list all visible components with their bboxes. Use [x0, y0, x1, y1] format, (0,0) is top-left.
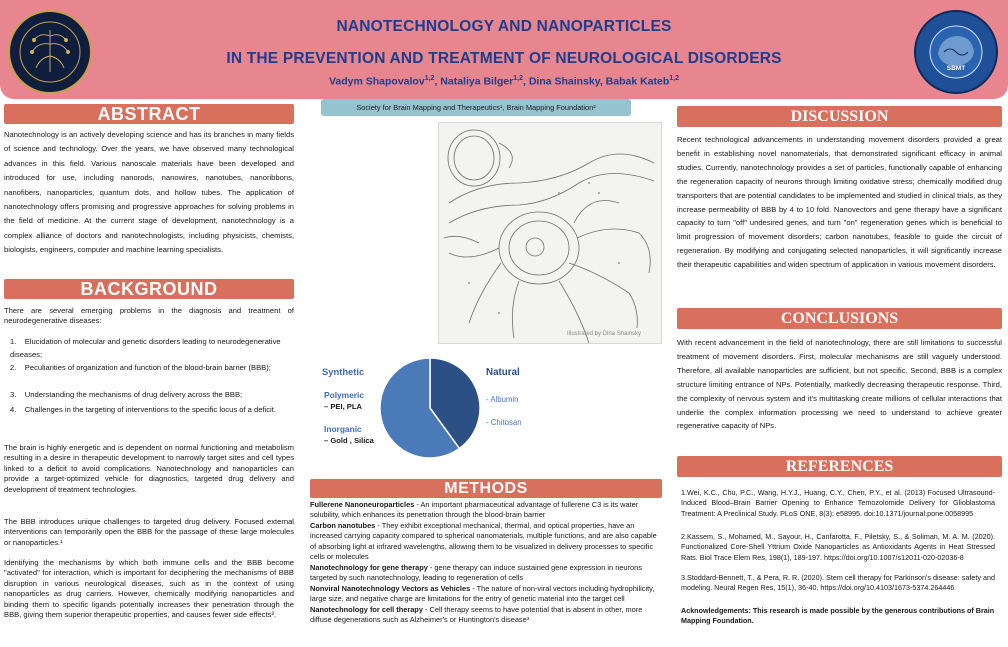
author-name: Babak Kateb [605, 75, 670, 88]
inorganic-items: – Gold , Silica [324, 436, 374, 445]
background-paragraph-2: The BBB introduces unique challenges to targeted drug delivery. Focused external interventions can temporarily open the BBB for the passage of these large molecules or nanoparticles.¹ [4, 517, 294, 547]
reference-item: 2.Kassem, S., Mohamed, M., Sayour, H., Canfarotta, F., Piletsky, S., & Soliman, M. A. M. (2020). Functionalized Core-Shell Yttrium Oxide Nanoparticles as Antioxidants Agents in Heat Stressed Rats. Biol Trace Elem Res, 198(1), 189-197. https://doi.org/10.1007/s12011-020-02036-8 [681, 532, 995, 562]
author-affiliation: 1,2 [424, 75, 435, 82]
background-list-item: 1. Elucidation of molecular and genetic disorders leading to neurodegenerative diseases; [10, 337, 281, 359]
methods-item: Carbon nanotubes - They exhibit exceptional mechanical, thermal, and optical properties, have an increased carrying capacity compared to spherical nanomaterials, multiple functions, and are also capable of absorbing light at infrared wavelengths, allowing them to be visualized in delivery processes to specific cells or molecules [310, 521, 657, 561]
methods-item: Nanotechnology for gene therapy - gene therapy can induce sustained gene expression in neurons targeted by such nanotechnology, leading to regeneration of cells [310, 562, 642, 583]
discussion-heading: DISCUSSION [677, 106, 1002, 127]
abstract-heading: ABSTRACT [4, 104, 294, 124]
polymeric-label: Polymeric [324, 390, 365, 400]
inorganic-label: Inorganic [324, 424, 362, 434]
methods-heading: METHODS [310, 479, 662, 498]
sbmt-abbr: SBMT [946, 65, 966, 72]
society-affiliation-banner: Society for Brain Mapping and Therapeutics¹, Brain Mapping Foundation² [321, 99, 631, 116]
poster-title-line2: IN THE PREVENTION AND TREATMENT OF NEUROLOGICAL DISORDERS [226, 50, 782, 67]
author-name: Vadym Shapovalov [328, 75, 425, 88]
methods-item: Nanotechnology for cell therapy - Cell therapy seems to have potential that is absent in other, more diffuse degenerations such as Alzheimer's or Huntington's disease³ [310, 604, 643, 625]
natural-item-albumin: - Albumin [486, 395, 519, 404]
conclusions-heading: CONCLUSIONS [677, 308, 1002, 329]
illustration-credit: Illustrated by Dina Shainsky [567, 331, 642, 337]
natural-item-chitosan: - Chitosan [486, 418, 522, 427]
background-list-item: 2. Peculiarities of organization and function of the blood-brain barrier (BBB); [10, 363, 271, 372]
abstract-text: Nanotechnology is an actively developing science and has its branches in many fields of science and technology. Over the years, we have observed many technological advances in this field. Various nanoscale materials have been developed and introduced for use, including nanorods, nanowires, nanotubes, nanoribbons, nanofibers, nanoparticles, quantum dots, and hollow tubes. The application of nanotechnology offers promising and progressive approaches for solving problems in the field of medicine. At the current stage of development, nanotechnology is a complex alliance of doctors and nanotechnologists, including physicists, chemists, biologists, engineers, computer and machine learning specialists. [4, 130, 294, 255]
methods-item: Fullerene Nanoneuroparticles - An important pharmaceutical advantage of fullerene C3 is its water solubility, which enhances its penetration through the blood-brain barrier [310, 500, 639, 520]
synthetic-heading: Synthetic [322, 366, 365, 377]
background-intro: There are several emerging problems in the diagnosis and treatment of neurodegenerative diseases: [4, 306, 294, 326]
background-paragraph-3: Identifying the mechanisms by which both immune cells and the BBB become "activated" for interaction, which is important for deciphering the mechanisms of BBB disruption in various neurological diseases, such as in the context of using nanoparticles as drug carriers. However, chemically modifying nanoparticles and binding them to specific ligands potentially increases their penetration through the BBB, giving them superior therapeutic properties, and causes fewer side effects². [4, 558, 294, 620]
references-heading: REFERENCES [677, 456, 1002, 477]
natural-heading: Natural [486, 367, 520, 378]
background-list-item: 3. Understanding the mechanisms of drug delivery across the BBB; [10, 390, 243, 399]
conclusions-text: With recent advancement in the field of nanotechnology, there are still limitations to successful treatment of movement disorders. First, molecular mechanisms are still vaguely understood. Therefore, all available nanoparticles are sufficient, but not specific. Second, BBB is a complex structure limiting entrance of NPs. Potentially, markedly decreasing therapeutic response. Third, the complexity of nervous system and it's multitasking create millions of cellular interactions that underlie the complex information processing we need to understand to achieve greater regenerative capacity of NPs. [677, 338, 1002, 431]
author-affiliation: 1,2 [513, 75, 523, 82]
np-type-pie-chart [378, 356, 482, 460]
reference-item: 1.Wei, K.C., Chu, P.C., Wang, H.Y.J., Huang, C.Y., Chen, P.Y., et al. (2013) Focused Ultrasound-Induced Blood–Brain Barrier Opening to Enhance Temozolomide Delivery for Glioblastoma Treatment: A Preclinical Study. PLoS ONE, 8(3): e58995. doi:10.1371/journal.pone.0058995 [681, 488, 995, 518]
background-paragraph-1: The brain is highly energetic and is dependent on normal functioning and metabolism resulting in a desire in therapeutic development to narrowly target sites and cell types linked to a deficit to avoid complications. Nanotechnology and nanoparticles can provide a target-optimized vehicle for diagnostics, targeted drug delivery and development of treatment technologies. [4, 443, 294, 494]
author-affiliation: 1,2 [669, 75, 679, 82]
author-name: Nataliya Bilger [440, 75, 514, 88]
background-list-item: 4. Challenges in the targeting of interventions to the specific locus of a deficit. [10, 405, 276, 414]
blood-brain-barrier-illustration [438, 122, 662, 344]
authors-line: Vadym Shapovalov$^{1,2}$, Nataliya Bilger$^{1,2}$, Dina Shainsky, Babak Kateb$^{1,2}$ [328, 75, 679, 88]
discussion-text: Recent technological advancements in understanding movement disorders provided a great benefit in establishing novel nanomaterials, that demonstrated significant efficacy in animal studies. Currently, nanotechnology provides a set of particles, functionally capable of enhancing the regeneration capacity of neurons through limiting oxidative stress; chemically modified drug transporters that are potential candidates to be implemented and studied in clinical trials, as they increase permeability of BBB by 4 to 10 fold. Nanovectors and gene therapy have a significant capacity to turn "off" undesired genes, and turn "on" regeneration genes which is beneficial to limit progression of movement disorders; carbon nanotubes, feasible to guide the circuit of regeneration. By modifying and conjugating selected nanoparticles, it will significantly increase their therapeutic capabilities and widen spectrum of application in various movement disorders. [677, 135, 1002, 270]
author-name: Dina Shainsky [528, 75, 600, 88]
methods-body [310, 500, 662, 626]
polymeric-items: – PEI, PLA [324, 402, 362, 411]
acknowledgements: Acknowledgements: This research is made possible by the generous contributions of Brain Mapping Foundation. [681, 606, 995, 625]
poster-title-line1: NANOTECHNOLOGY AND NANOPARTICLES [336, 18, 672, 35]
methods-item: Nonviral Nanotechnology Vectors as Vehicles - The nature of non-viral vectors including hydrophilicity, large size, and negative charge are limitations for the entry of genetic material into the target cell [310, 583, 655, 604]
background-heading: BACKGROUND [4, 279, 294, 299]
reference-item: 3.Stoddard-Bennett, T., & Pera, R. R. (2020). Stem cell therapy for Parkinson's disease: safety and modeling. Neural Regen Res, 15(1), 36-40. https://doi.org/10.4103/1673-5374.264446 [681, 573, 995, 593]
